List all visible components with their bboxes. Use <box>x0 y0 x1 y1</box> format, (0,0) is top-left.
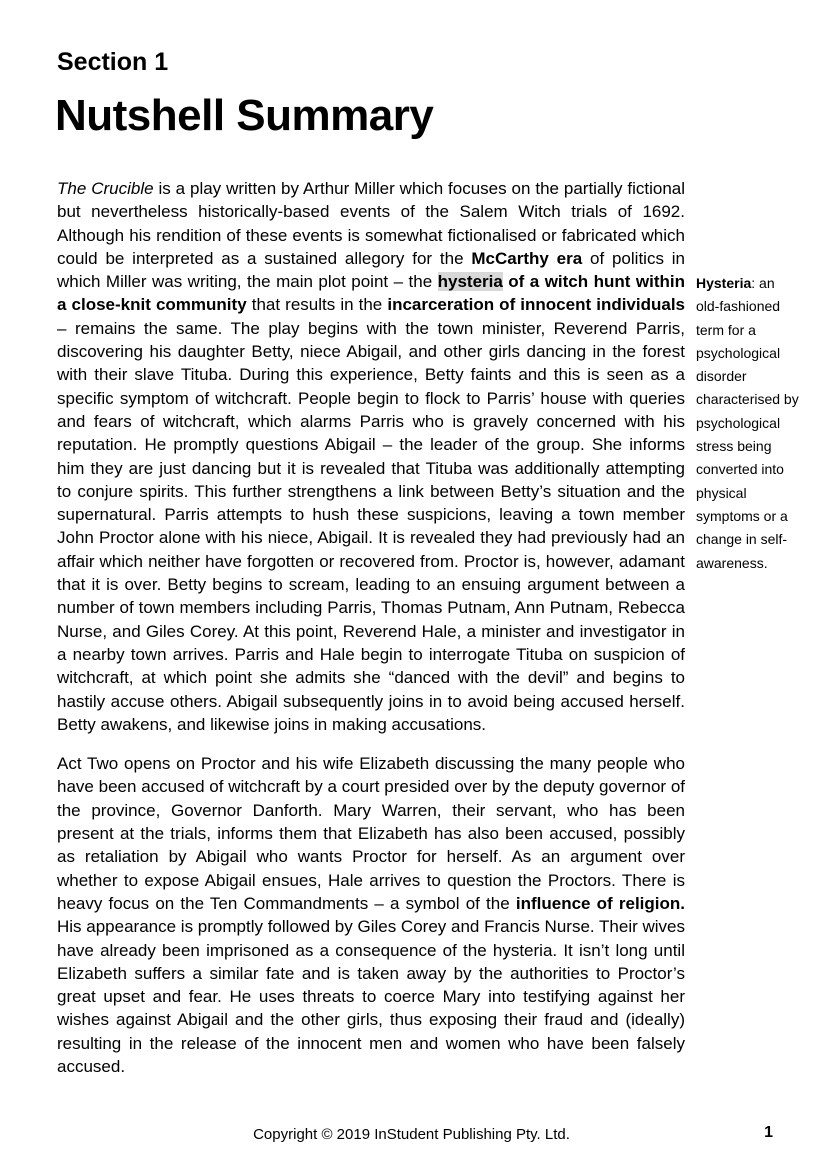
text-segment: McCarthy era <box>471 248 583 268</box>
text-segment: The Crucible <box>57 179 154 198</box>
text-segment: – remains the same. The play begins with the town minister, Reverend Parris, discovering his daughter Betty, niece Abigail, and other girls dancing in the forest with their slave Tituba. During this experience, Betty faints and this is seen as a specific symptom of witchcraft. People begin to flock to Parris’ house with queries and fears of witchcraft, which alarms Parris who is gravely concerned with his reputation. He promptly questions Abigail – the leader of the group. She informs him they are just dancing but it is revealed that Tituba was additionally attempting to conjure spirits. This further strengthens a link between Betty’s situation and the supernatural. Parris attempts to hush these suspicions, leaving a town member John Proctor alone with his niece, Abigail. It is revealed they had previously had an affair which neither have forgotten or recovered from. Proctor is, however, adamant that it is over. Betty begins to scream, leading to an ensuing argument between a number of town members including Parris, Thomas Putnam, Ann Putnam, Rebecca Nurse, and Giles Corey. At this point, Reverend Hale, a minister and investigator in a nearby town arrives. Parris and Hale begin to interrogate Tituba on suspicion of witchcraft, at which point she admits she “danced with the devil” and begins to hastily accuse others. Abigail subsequently joins in to avoid being accused herself. Betty awakens, and likewise joins in making accusations. <box>57 318 685 734</box>
text-segment: Act Two opens on Proctor and his wife Elizabeth discussing the many people who have been accused of witchcraft by a court presided over by the deputy governor of the province, Governor Danforth. Mary Warren, their servant, who has been present at the trials, informs them that Elizabeth has also been accused, possibly as retaliation by Abigail who wants Proctor for herself. As an argument over whether to expose Abigail ensues, Hale arrives to question the Proctors. There is heavy focus on the Ten Commandments – a symbol of the <box>57 754 685 913</box>
summary-paragraph-act-one <box>57 177 685 736</box>
text-segment: : an old-fashioned term for a psychological disorder characterised by psychological stress being converted into physical symptoms or a change in self-awareness. <box>696 275 799 571</box>
text-segment: His appearance is promptly followed by Giles Corey and Francis Nurse. Their wives have already been imprisoned as a consequence of the hysteria. It isn’t long until Elizabeth suffers a similar fate and is taken away by the authorities to Proctor’s great upset and fear. He uses threats to coerce Mary into testifying against her wishes against Abigail and the other girls, thus exposing their fraud and (ideally) resulting in the release of the innocent men and women who have been falsely accused. <box>57 917 685 1076</box>
text-segment: of politics in which Miller was writing, the main plot point – the <box>57 248 685 292</box>
text-segment: of a witch hunt within a close-knit community <box>57 272 685 315</box>
footer-copyright-text: Copyright © 2019 InStudent Publishing Pty. Ltd. <box>253 1126 570 1143</box>
section-label: Section 1 <box>57 48 169 76</box>
page-title: Nutshell Summary <box>55 91 434 140</box>
text-segment: Hysteria <box>696 275 752 291</box>
margin-note-hysteria-definition <box>696 272 799 575</box>
text-segment: hysteria <box>437 272 503 292</box>
page-number: 1 <box>764 1124 773 1141</box>
text-segment: incarceration of innocent individuals <box>387 295 686 315</box>
text-segment: influence of religion. <box>515 893 685 913</box>
text-segment: that results in the <box>246 295 388 315</box>
text-segment: is a play written by Arthur Miller which focuses on the partially fictional but nevertheless historically-based events of the Salem Witch trials of 1692. Although his rendition of these events is somewhat fictionalised or fabricated which could be interpreted as a sustained allegory for the <box>57 179 686 268</box>
summary-paragraph-act-two <box>57 752 685 1078</box>
body-text <box>57 177 685 1078</box>
